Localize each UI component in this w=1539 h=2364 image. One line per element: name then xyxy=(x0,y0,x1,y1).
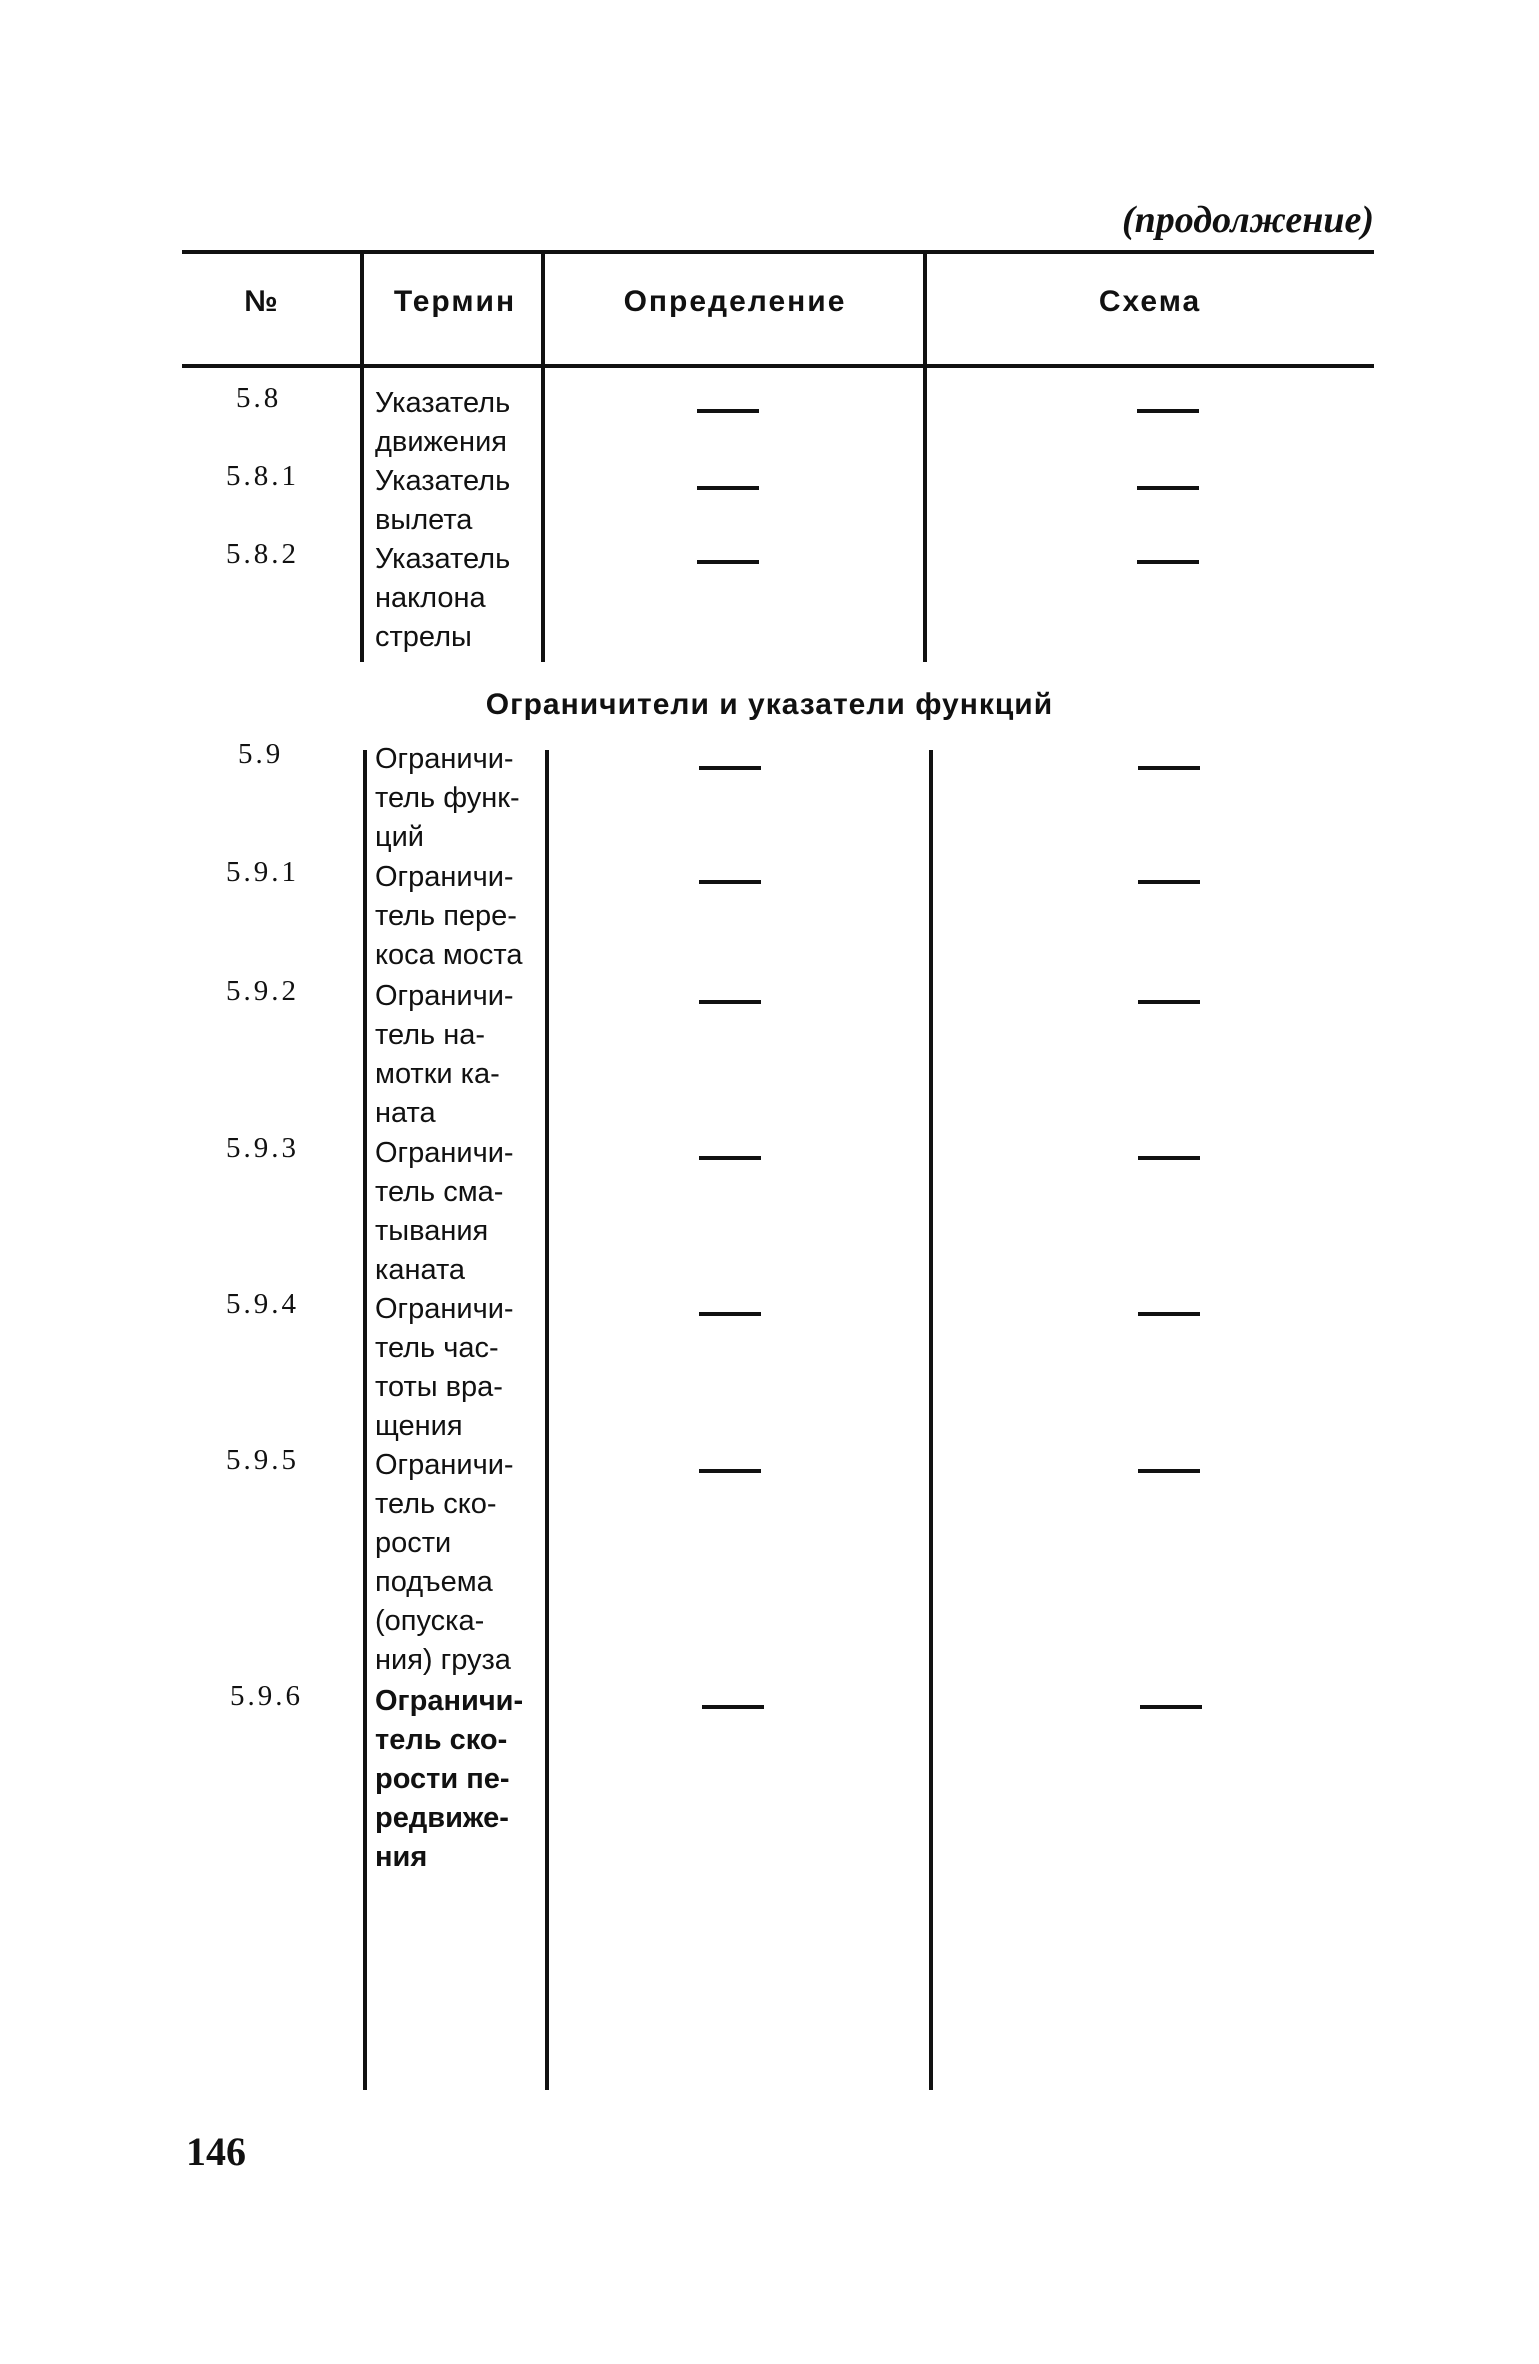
definition-dash xyxy=(699,1156,761,1160)
definition-dash xyxy=(699,1000,761,1004)
term-text: Ограничи- тель пере- коса моста xyxy=(375,861,523,971)
column-divider xyxy=(541,252,545,366)
column-divider xyxy=(545,750,549,2090)
column-divider xyxy=(923,366,927,662)
row-number: 5.9 xyxy=(238,738,284,770)
term-text: Ограничи- тель сма- тывания каната xyxy=(375,1137,514,1286)
scheme-dash xyxy=(1138,766,1200,770)
row-number: 5.9.1 xyxy=(226,856,299,888)
scheme-dash xyxy=(1138,880,1200,884)
scheme-dash xyxy=(1137,486,1199,490)
scheme-dash xyxy=(1140,1705,1202,1709)
row-number: 5.9.4 xyxy=(226,1288,299,1320)
continuation-label: (продолжение) xyxy=(1122,199,1374,241)
row-number: 5.8.1 xyxy=(226,460,299,492)
column-header-scheme: Схема xyxy=(1098,285,1202,318)
scheme-dash xyxy=(1137,560,1199,564)
definition-dash xyxy=(699,1312,761,1316)
scheme-dash xyxy=(1138,1312,1200,1316)
page-number: 146 xyxy=(186,2129,246,2174)
row-number: 5.9.6 xyxy=(230,1680,303,1712)
column-divider xyxy=(541,366,545,662)
column-divider xyxy=(360,252,364,366)
row-number: 5.9.2 xyxy=(226,975,299,1007)
row-number: 5.9.5 xyxy=(226,1444,299,1476)
scheme-dash xyxy=(1138,1156,1200,1160)
column-divider xyxy=(363,750,367,2090)
column-header-definition: Определение xyxy=(623,285,847,318)
term-text: Указатель вылета xyxy=(375,465,511,536)
scheme-dash xyxy=(1137,409,1199,413)
term-text: Ограничи- тель функ- ций xyxy=(375,743,520,853)
term-text: Ограничи- тель ско- рости подъема (опуска- ния) груза xyxy=(375,1449,514,1676)
term-text: Ограничи- тель на- мотки ка- ната xyxy=(375,980,514,1129)
term-text: Ограничи- тель ско- рости пе- редвиже- ния xyxy=(375,1685,524,1873)
column-header-term: Термин xyxy=(393,285,517,318)
term-text: Ограничи- тель час- тоты вра- щения xyxy=(375,1293,514,1442)
definition-dash xyxy=(699,766,761,770)
definition-dash xyxy=(699,880,761,884)
definition-dash xyxy=(697,486,759,490)
definition-dash xyxy=(699,1469,761,1473)
scheme-dash xyxy=(1138,1469,1200,1473)
definition-dash xyxy=(697,409,759,413)
row-number: 5.8 xyxy=(236,382,282,414)
column-divider xyxy=(923,252,927,366)
column-header-number: № xyxy=(244,285,280,318)
definition-dash xyxy=(697,560,759,564)
row-number: 5.9.3 xyxy=(226,1132,299,1164)
definition-dash xyxy=(702,1705,764,1709)
row-number: 5.8.2 xyxy=(226,538,299,570)
section-heading: Ограничители и указатели функций xyxy=(485,688,1054,721)
column-divider xyxy=(929,750,933,2090)
term-text: Указатель движения xyxy=(375,387,511,458)
scheme-dash xyxy=(1138,1000,1200,1004)
column-divider xyxy=(360,366,364,662)
term-text: Указатель наклона стрелы xyxy=(375,543,511,653)
